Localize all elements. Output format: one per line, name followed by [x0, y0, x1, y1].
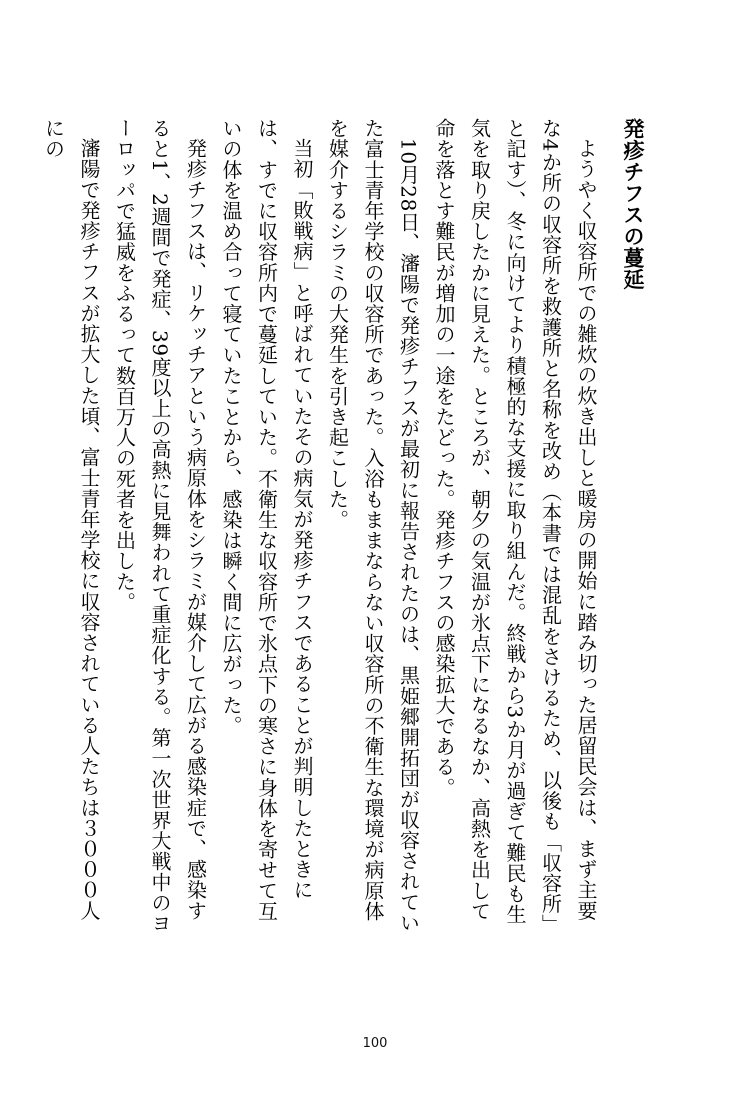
- vertical-text-body: [35, 118, 650, 938]
- paragraph-1: ようやく収容所での雑炊の炊き出しと暖房の開始に踏み切った居留民会は、まず主要な4か所の収容所を救護所と名称を改め（本書では混乱をさけるため、以後も「収容所」と記す）、冬に向けてより積極的な支援に取り組んだ。終戦から3か月が過ぎて難民も生気を取り戻したかに見えた。ところが、朝夕の気温が氷点下になるなか、高熱を出して命を落とす難民が増加の一途をたどった。発疹チフスの感染拡大である。: [432, 118, 598, 935]
- paragraph-2: 10月28日、瀋陽で発疹チフスが最初に報告されたのは、黒姫郷開拓団が収容されていた富士青年学校の収容所であった。入浴もままならない収容所の不衛生な環境が病原体を媒介するシラミの大発生を引き起こした。: [325, 118, 421, 933]
- page-number: 100: [362, 1036, 388, 1051]
- paragraph-5: 瀋陽で発疹チフスが拡大した頃、富士青年学校に収容されている人たちは３０００人にの: [41, 118, 101, 921]
- paragraph-4: 発疹チフスは、リケッチアという病原体をシラミが媒介して広がる感染症で、感染すると1、2週間で発症、39度以上の高熱に見舞われて重症化する。第一次世界大戦中のヨーロッパで猛威をふるって数百万人の死者を出した。: [112, 118, 208, 934]
- paragraph-3: 当初「敗戦病」と呼ばれていたその病気が発疹チフスであることが判明したときには、すでに収容所内で蔓延していた。不衛生な収容所で氷点下の寒さに身体を寄せて互いの体を温め合って寝ていたことから、感染は瞬く間に広がった。: [219, 118, 314, 922]
- section-heading: 発疹チフスの蔓延: [621, 118, 645, 290]
